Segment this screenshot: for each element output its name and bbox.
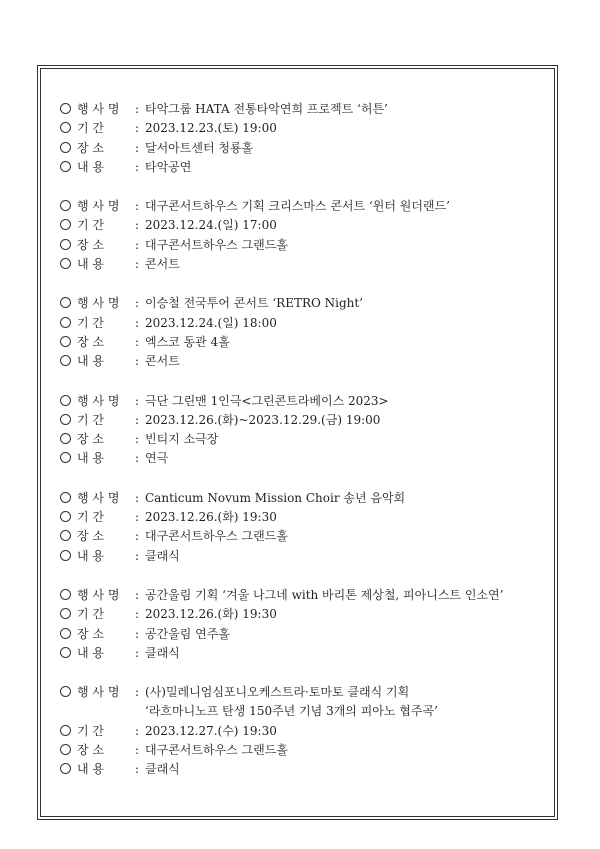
field-label: 행 사 명 (77, 102, 120, 116)
circle-bullet-icon (60, 628, 71, 639)
event-period-row (60, 314, 540, 333)
event-content-row (60, 158, 540, 177)
colon: : (135, 296, 140, 311)
event-name-row (60, 392, 540, 411)
event-period-value: 2023.12.26.(화) 19:30 (145, 510, 277, 525)
field-label: 내 용 (77, 354, 104, 369)
colon: : (135, 159, 140, 174)
circle-bullet-icon (60, 336, 71, 347)
colon: : (135, 762, 140, 777)
field-label: 행 사 명 (77, 685, 120, 700)
circle-bullet-icon (60, 414, 71, 425)
event-place-row (60, 741, 540, 760)
circle-bullet-icon (60, 395, 71, 406)
field-label: 기 간 (77, 412, 104, 427)
field-label: 기 간 (77, 315, 104, 330)
field-label: 장 소 (77, 237, 104, 252)
event-name-row (60, 489, 540, 508)
circle-bullet-icon (60, 686, 71, 697)
event-period-value: 2023.12.26.(화)~2023.12.29.(금) 19:00 (145, 412, 381, 427)
field-label: 기 간 (77, 121, 104, 136)
circle-bullet-icon (60, 763, 71, 774)
field-label: 기 간 (77, 510, 104, 525)
event-place-row (60, 625, 540, 644)
field-label: 행 사 명 (77, 393, 120, 408)
event-period-row (60, 216, 540, 235)
event-period-row (60, 411, 540, 430)
event-block (60, 100, 540, 177)
colon: : (135, 102, 140, 116)
event-content-row (60, 255, 540, 274)
event-name-row (60, 100, 540, 119)
event-block (60, 392, 540, 469)
colon: : (135, 121, 140, 136)
circle-bullet-icon (60, 744, 71, 755)
colon: : (135, 743, 140, 758)
event-content-row (60, 352, 540, 371)
event-block (60, 683, 540, 779)
event-name-row (60, 294, 540, 313)
field-label: 내 용 (77, 762, 104, 777)
field-label: 기 간 (77, 607, 104, 622)
colon: : (135, 334, 140, 349)
field-label: 기 간 (77, 723, 104, 738)
field-label: 장 소 (77, 334, 104, 349)
circle-bullet-icon (60, 725, 71, 736)
event-block (60, 294, 540, 371)
field-label: 장 소 (77, 743, 104, 758)
field-label: 행 사 명 (77, 296, 120, 311)
event-block (60, 586, 540, 663)
event-name-row (60, 197, 540, 216)
event-content-row (60, 760, 540, 779)
circle-bullet-icon (60, 589, 71, 600)
field-label: 기 간 (77, 218, 104, 233)
field-label: 내 용 (77, 645, 104, 660)
colon: : (135, 685, 140, 700)
field-label: 장 소 (77, 529, 104, 544)
event-list (60, 100, 540, 800)
event-name-value: (사)밀레니엄심포니오케스트라·토마토 클래식 기획 (145, 685, 410, 700)
event-name-value: Canticum Novum Mission Choir 송년 음악회 (145, 490, 406, 505)
circle-bullet-icon (60, 122, 71, 133)
event-period-row (60, 722, 540, 741)
field-label: 장 소 (77, 626, 104, 641)
event-place-row (60, 430, 540, 449)
event-content-row (60, 547, 540, 566)
event-content-value: 클래식 (145, 548, 180, 563)
colon: : (135, 237, 140, 252)
event-place-row (60, 527, 540, 546)
field-label: 행 사 명 (77, 490, 120, 505)
circle-bullet-icon (60, 647, 71, 658)
event-name-row (60, 683, 540, 702)
circle-bullet-icon (60, 297, 71, 308)
colon: : (135, 451, 140, 466)
circle-bullet-icon (60, 530, 71, 541)
event-period-row (60, 605, 540, 624)
event-name-value: 타악그룹 HATA 전통타악연희 프로젝트 ‘허튼’ (145, 102, 388, 116)
colon: : (135, 354, 140, 369)
field-label: 내 용 (77, 548, 104, 563)
circle-bullet-icon (60, 103, 71, 114)
event-period-row (60, 119, 540, 138)
circle-bullet-icon (60, 219, 71, 230)
event-content-value: 콘서트 (145, 257, 180, 272)
colon: : (135, 315, 140, 330)
colon: : (135, 199, 140, 214)
circle-bullet-icon (60, 239, 71, 250)
field-label: 내 용 (77, 257, 104, 272)
event-content-value: 클래식 (145, 645, 180, 660)
event-place-value: 달서아트센터 청룡홀 (145, 140, 254, 155)
colon: : (135, 412, 140, 427)
event-period-value: 2023.12.26.(화) 19:30 (145, 607, 277, 622)
field-label: 행 사 명 (77, 587, 120, 602)
colon: : (135, 626, 140, 641)
field-label: 행 사 명 (77, 199, 120, 214)
event-content-value: 타악공연 (145, 159, 192, 174)
event-period-row (60, 508, 540, 527)
event-content-value: 콘서트 (145, 354, 180, 369)
circle-bullet-icon (60, 608, 71, 619)
event-period-value: 2023.12.24.(일) 18:00 (145, 315, 277, 330)
colon: : (135, 510, 140, 525)
colon: : (135, 723, 140, 738)
circle-bullet-icon (60, 452, 71, 463)
circle-bullet-icon (60, 142, 71, 153)
colon: : (135, 607, 140, 622)
circle-bullet-icon (60, 200, 71, 211)
event-name-value: 대구콘서트하우스 기획 크리스마스 콘서트 ‘윈터 원더랜드’ (145, 199, 450, 214)
event-place-value: 공간울림 연주홀 (145, 626, 230, 641)
event-place-value: 대구콘서트하우스 그랜드홀 (145, 237, 288, 252)
event-content-value: 연극 (145, 451, 169, 466)
circle-bullet-icon (60, 258, 71, 269)
circle-bullet-icon (60, 433, 71, 444)
event-period-value: 2023.12.27.(수) 19:30 (145, 723, 277, 738)
event-period-value: 2023.12.24.(일) 17:00 (145, 218, 277, 233)
colon: : (135, 432, 140, 447)
event-name-continuation: ‘라흐마니노프 탄생 150주년 기념 3개의 피아노 협주곡’ (145, 704, 438, 719)
event-period-value: 2023.12.23.(토) 19:00 (145, 121, 277, 136)
event-name-row (60, 586, 540, 605)
event-content-value: 클래식 (145, 762, 180, 777)
event-place-value: 대구콘서트하우스 그랜드홀 (145, 529, 288, 544)
event-place-row (60, 139, 540, 158)
event-block (60, 489, 540, 566)
event-content-row (60, 644, 540, 663)
circle-bullet-icon (60, 492, 71, 503)
colon: : (135, 218, 140, 233)
event-name-value: 극단 그린맨 1인극<그린콘트라베이스 2023> (145, 393, 389, 408)
circle-bullet-icon (60, 511, 71, 522)
circle-bullet-icon (60, 317, 71, 328)
event-place-value: 대구콘서트하우스 그랜드홀 (145, 743, 288, 758)
field-label: 장 소 (77, 140, 104, 155)
event-content-row (60, 449, 540, 468)
colon: : (135, 529, 140, 544)
colon: : (135, 490, 140, 505)
event-place-row (60, 236, 540, 255)
field-label: 내 용 (77, 451, 104, 466)
colon: : (135, 548, 140, 563)
circle-bullet-icon (60, 161, 71, 172)
event-place-row (60, 333, 540, 352)
colon: : (135, 257, 140, 272)
event-name-value: 이승철 전국투어 콘서트 ‘RETRO Night’ (145, 296, 364, 311)
event-name-value: 공간울림 기획 ‘겨울 나그네 with 바리톤 제상철, 피아니스트 인소연’ (145, 587, 504, 602)
circle-bullet-icon (60, 550, 71, 561)
colon: : (135, 645, 140, 660)
field-label: 내 용 (77, 159, 104, 174)
colon: : (135, 587, 140, 602)
event-block (60, 197, 540, 274)
colon: : (135, 393, 140, 408)
event-place-value: 엑스코 동관 4홀 (145, 334, 230, 349)
field-label: 장 소 (77, 432, 104, 447)
circle-bullet-icon (60, 355, 71, 366)
event-place-value: 빈티지 소극장 (145, 432, 219, 447)
colon: : (135, 140, 140, 155)
